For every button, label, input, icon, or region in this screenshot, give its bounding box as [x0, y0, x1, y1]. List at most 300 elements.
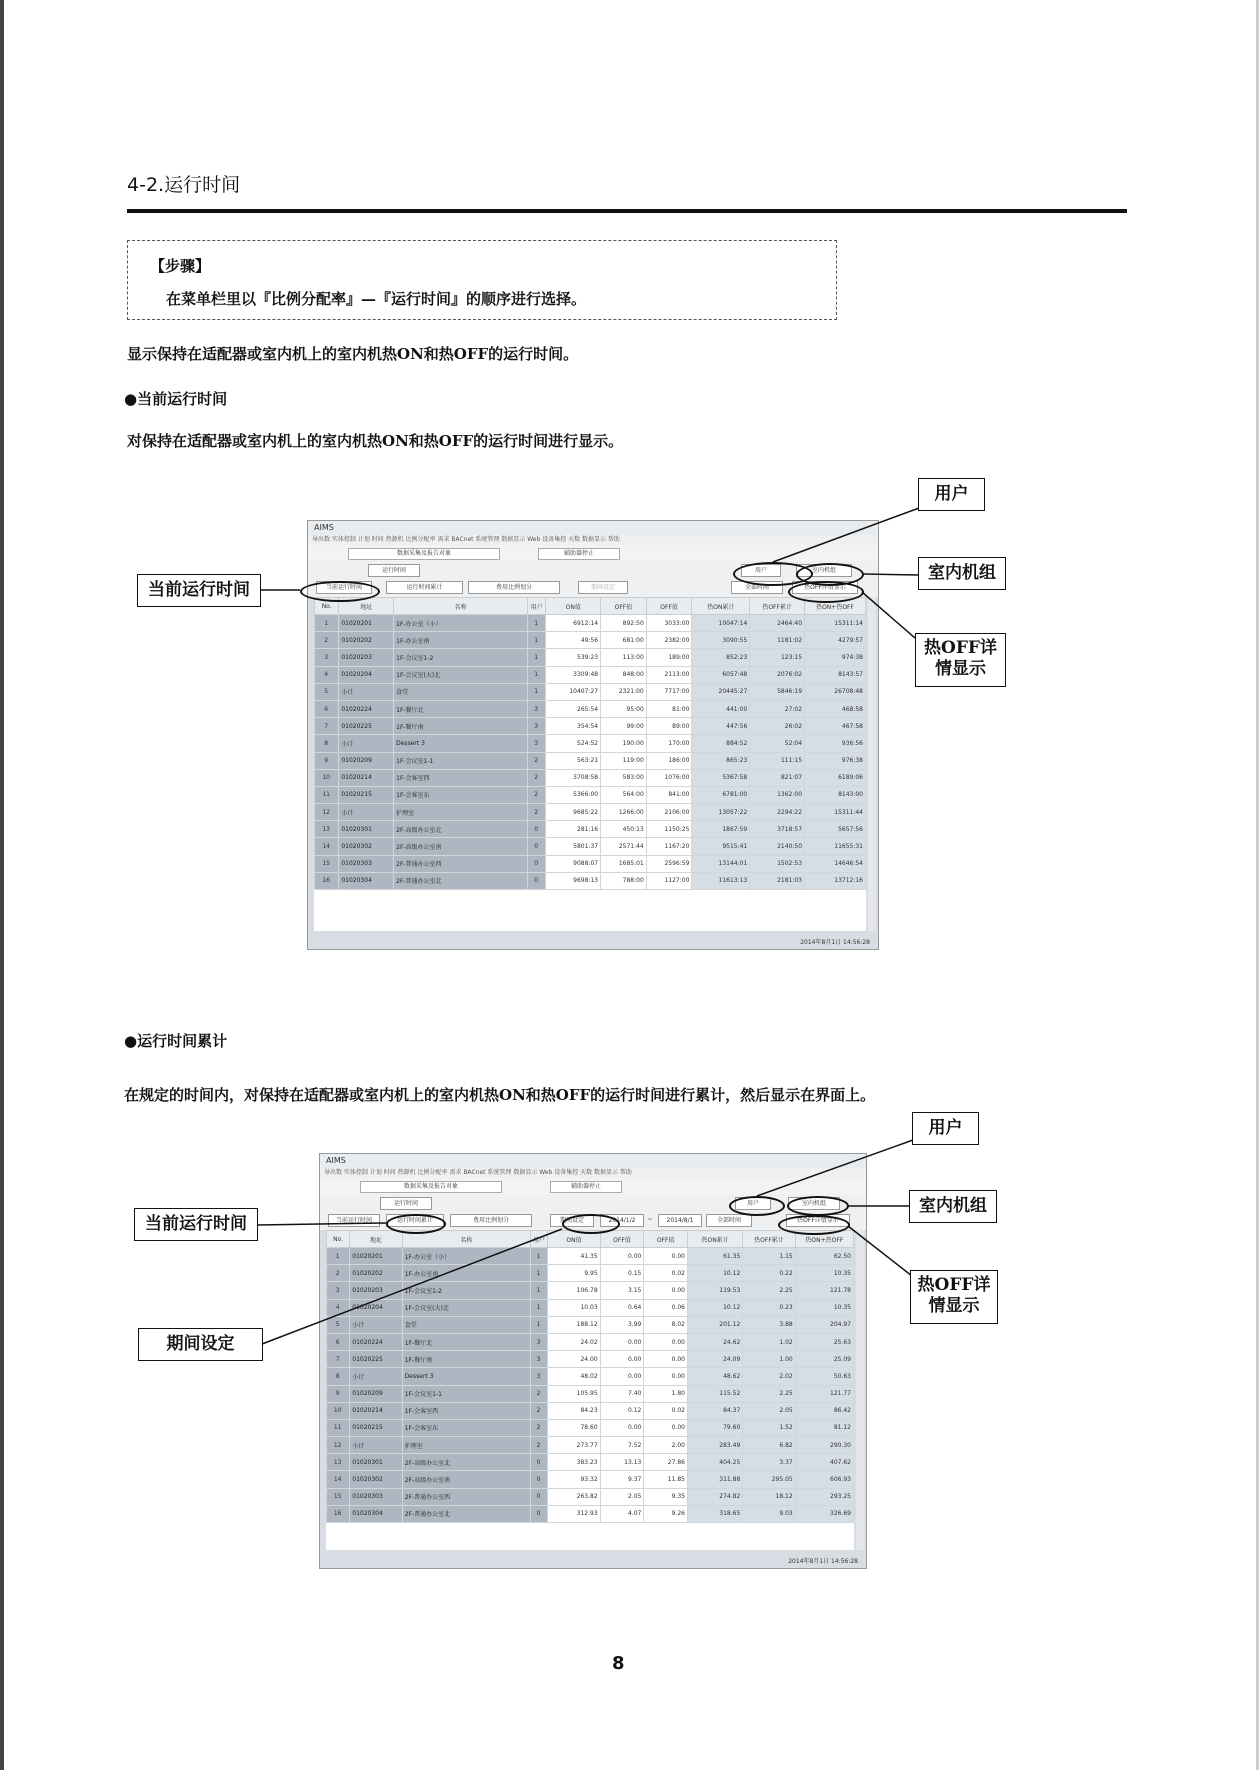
- table-cell: 821:07: [750, 769, 805, 786]
- table-cell: 01020302: [350, 1471, 402, 1488]
- ratio-button[interactable]: 费用比例划分: [468, 581, 560, 594]
- table-cell: 170:00: [646, 735, 692, 752]
- table-cell: 865:23: [692, 752, 750, 769]
- table-cell: 2F-高级办公室北: [402, 1454, 530, 1471]
- callout-heat-off-detail-2: [910, 1270, 998, 1324]
- table-cell: 3033:00: [646, 615, 692, 632]
- table-cell: 383.23: [548, 1454, 600, 1471]
- table-cell: 49:56: [546, 632, 601, 649]
- table-cell: 10407:27: [546, 683, 601, 700]
- table-cell: 274.82: [687, 1488, 742, 1505]
- table-cell: 护理室: [394, 804, 528, 821]
- table-cell: 13: [327, 1454, 350, 1471]
- table-cell: 79.60: [687, 1419, 742, 1436]
- callout-heat-off-detail-1: [915, 633, 1006, 687]
- table-cell: 16: [315, 872, 339, 889]
- detail-button-2[interactable]: 热OFF详情显示: [786, 1214, 850, 1227]
- table-cell: 6: [315, 700, 339, 717]
- table-cell: 2.25: [743, 1282, 795, 1299]
- callout-current-runtime-2: 当前运行时间: [134, 1208, 258, 1241]
- table-cell: 0.12: [600, 1402, 644, 1419]
- table-cell: 01020209: [339, 752, 394, 769]
- intro-text: 显示保持在适配器或室内机上的室内机热ON和热OFF的运行时间。: [127, 345, 579, 363]
- table-cell: 5657:56: [805, 821, 866, 838]
- table-cell: 273.77: [548, 1437, 600, 1454]
- table-cell: 25.63: [795, 1333, 853, 1350]
- table-cell: 5846:19: [750, 683, 805, 700]
- table-cell: 281:16: [546, 821, 601, 838]
- table-cell: 106.78: [548, 1282, 600, 1299]
- table-cell: 86.42: [795, 1402, 853, 1419]
- table-cell: 3.99: [600, 1316, 644, 1333]
- table-cell: 01020204: [350, 1299, 402, 1316]
- table-cell: 41.35: [548, 1248, 600, 1265]
- steps-label: 【步骤】: [150, 257, 211, 275]
- column-header[interactable]: OFF值: [644, 1231, 688, 1248]
- table-cell: 14: [315, 838, 339, 855]
- table-cell: 468:58: [805, 700, 866, 717]
- table-cell: 0.23: [743, 1299, 795, 1316]
- table-cell: 01020301: [339, 821, 394, 838]
- column-header[interactable]: OFF值: [600, 1231, 644, 1248]
- table-cell: 0.00: [644, 1333, 688, 1350]
- table-cell: 14646:54: [805, 855, 866, 872]
- tab-runtime[interactable]: 运行时间: [368, 564, 420, 577]
- table-cell: 4: [327, 1299, 350, 1316]
- table-cell: 01020204: [339, 666, 394, 683]
- table-cell: 3: [528, 700, 546, 717]
- table-cell: 2571:44: [601, 838, 647, 855]
- table-cell: 3.37: [743, 1454, 795, 1471]
- table-cell: 189:00: [646, 649, 692, 666]
- table-cell: 01020224: [339, 700, 394, 717]
- table-cell: 99:00: [601, 718, 647, 735]
- table-cell: 26:02: [750, 718, 805, 735]
- table-cell: 01020302: [339, 838, 394, 855]
- table-cell: 1F-会客室西: [402, 1402, 530, 1419]
- table-cell: 0.00: [600, 1333, 644, 1350]
- table-cell: 9088:07: [546, 855, 601, 872]
- table-cell: 7.40: [600, 1385, 644, 1402]
- table-cell: 0.64: [600, 1299, 644, 1316]
- table-cell: 1F-会客室东: [394, 786, 528, 803]
- table-cell: 7.52: [600, 1437, 644, 1454]
- table-cell: 1F-会议室1-1: [402, 1385, 530, 1402]
- table-cell: 01020214: [350, 1402, 402, 1419]
- table-cell: 9698:13: [546, 872, 601, 889]
- table-cell: 6781:00: [692, 786, 750, 803]
- table-cell: 10.12: [687, 1265, 742, 1282]
- table-cell: 5366:00: [546, 786, 601, 803]
- table-cell: 2294:22: [750, 804, 805, 821]
- table-cell: 407.62: [795, 1454, 853, 1471]
- callout-heat-off-line2-2: 情显示: [928, 1296, 980, 1316]
- table-cell: 3309:48: [546, 666, 601, 683]
- table-cell: 7: [315, 718, 339, 735]
- column-header[interactable]: ON值: [546, 598, 601, 615]
- cumulative-desc: 在规定的时间内，对保持在适配器或室内机上的室内机热ON和热OFF的运行时间进行累计，然后显示在界面上。: [124, 1086, 876, 1104]
- table-cell: 11655:31: [805, 838, 866, 855]
- callout-heat-off-line2: 情显示: [935, 659, 986, 679]
- column-header[interactable]: No.: [315, 598, 339, 615]
- table-cell: 01020201: [339, 615, 394, 632]
- section-title: 4-2.运行时间: [127, 174, 241, 196]
- user-button-2[interactable]: 用户: [735, 1197, 771, 1210]
- table-cell: 1181:02: [750, 632, 805, 649]
- table-cell: 1F-会议室(大)北: [394, 666, 528, 683]
- table-cell: 3: [530, 1368, 547, 1385]
- date-from-field[interactable]: 2014/1/2: [600, 1214, 644, 1227]
- table-cell: 0.00: [600, 1368, 644, 1385]
- table-cell: 4: [315, 666, 339, 683]
- table-cell: 2140:50: [750, 838, 805, 855]
- table-cell: 2.02: [743, 1368, 795, 1385]
- table-cell: 9: [327, 1385, 350, 1402]
- table-cell: 01020209: [350, 1385, 402, 1402]
- table-cell: 1: [528, 666, 546, 683]
- table-cell: 1F-办公室（小）: [394, 615, 528, 632]
- table-cell: 0: [528, 872, 546, 889]
- table-cell: 1F-会客室东: [402, 1419, 530, 1436]
- table-cell: 10047:14: [692, 615, 750, 632]
- table-cell: 27.86: [644, 1454, 688, 1471]
- table-cell: 2596:59: [646, 855, 692, 872]
- table-cell: 食堂: [402, 1316, 530, 1333]
- table-cell: 312.93: [548, 1505, 600, 1522]
- table-cell: 283.49: [687, 1437, 742, 1454]
- table-cell: 81.12: [795, 1419, 853, 1436]
- table-cell: 1867:59: [692, 821, 750, 838]
- column-header[interactable]: 地址: [350, 1231, 402, 1248]
- stop-button-2[interactable]: 辅助器停止: [550, 1181, 622, 1193]
- table-cell: 354:54: [546, 718, 601, 735]
- date-to-field[interactable]: 2014/8/1: [658, 1214, 702, 1227]
- menu-bar[interactable]: 导出数 实体控制 计划 时间 热源机 比例分配率 需求 BACnet 系统管理 数据显示 Web 设备集控 天数 数据显示 帮助: [308, 535, 878, 545]
- callout-user-2: 用户: [912, 1112, 979, 1145]
- table-cell: 3: [528, 735, 546, 752]
- table-cell: 小计: [339, 735, 394, 752]
- table-cell: Dessert 3: [402, 1368, 530, 1385]
- table-cell: 3.15: [600, 1282, 644, 1299]
- table-cell: 13: [315, 821, 339, 838]
- table-cell: 311.88: [687, 1471, 742, 1488]
- table-cell: 01020301: [350, 1454, 402, 1471]
- table-cell: 1167:20: [646, 838, 692, 855]
- table-cell: 11: [315, 786, 339, 803]
- table-cell: 2: [530, 1419, 547, 1436]
- table-cell: 13.13: [600, 1454, 644, 1471]
- table-cell: 20445:27: [692, 683, 750, 700]
- column-header[interactable]: 热ON+热OFF: [795, 1231, 853, 1248]
- table-cell: 1127:00: [646, 872, 692, 889]
- table-cell: 3: [528, 718, 546, 735]
- table-cell: 12: [327, 1437, 350, 1454]
- table-cell: Dessert 3: [394, 735, 528, 752]
- table-cell: 1: [528, 632, 546, 649]
- table-cell: 0.00: [644, 1282, 688, 1299]
- table-cell: 5: [327, 1316, 350, 1333]
- column-header[interactable]: 用户: [530, 1231, 547, 1248]
- table-cell: 295.05: [743, 1471, 795, 1488]
- table-cell: 188.12: [548, 1316, 600, 1333]
- table-cell: 976:38: [805, 752, 866, 769]
- table-cell: 0.15: [600, 1265, 644, 1282]
- table-cell: 3090:55: [692, 632, 750, 649]
- table-cell: 0.00: [644, 1419, 688, 1436]
- table-cell: 2.00: [644, 1437, 688, 1454]
- table-cell: 12: [315, 804, 339, 821]
- steps-text: 在菜单栏里以『比例分配率』—『运行时间』的顺序进行选择。: [166, 290, 587, 308]
- table-cell: 10.03: [548, 1299, 600, 1316]
- table-cell: 01020214: [339, 769, 394, 786]
- table-cell: 6: [327, 1333, 350, 1350]
- column-header[interactable]: 热OFF累计: [743, 1231, 795, 1248]
- table-cell: 1266:00: [601, 804, 647, 821]
- detail-button[interactable]: 热OFF详情显示: [792, 581, 858, 594]
- table-cell: 84.37: [687, 1402, 742, 1419]
- table-cell: 01020215: [339, 786, 394, 803]
- object-list-field-2[interactable]: 数据采集及报告对象: [360, 1181, 502, 1193]
- table-cell: 8: [315, 735, 339, 752]
- group-button-2[interactable]: 室内机组: [788, 1197, 840, 1210]
- table-cell: 2382:00: [646, 632, 692, 649]
- table-cell: 111:15: [750, 752, 805, 769]
- table-cell: 1F-会客室西: [394, 769, 528, 786]
- table-cell: 01020215: [350, 1419, 402, 1436]
- table-cell: 447:56: [692, 718, 750, 735]
- user-button[interactable]: 用户: [741, 564, 781, 577]
- current-runtime-button[interactable]: 当前运行时间: [316, 581, 372, 594]
- table-cell: 113:00: [601, 649, 647, 666]
- table-cell: 0.06: [644, 1299, 688, 1316]
- table-cell: 564:00: [601, 786, 647, 803]
- table-cell: 7717:00: [646, 683, 692, 700]
- object-list-field[interactable]: 数据采集及报告对象: [348, 548, 500, 560]
- window-title: AIMS: [308, 521, 878, 535]
- table-cell: 10.35: [795, 1265, 853, 1282]
- table-cell: 606.93: [795, 1471, 853, 1488]
- table-cell: 48.62: [687, 1368, 742, 1385]
- table-cell: 01020203: [350, 1282, 402, 1299]
- menu-bar-2[interactable]: 导出数 实体控制 计划 时间 热源机 比例分配率 需求 BACnet 系统管理 数据显示 Web 设备集控 天数 数据显示 帮助: [320, 1168, 866, 1178]
- table-cell: 2321:00: [601, 683, 647, 700]
- table-cell: 2: [327, 1265, 350, 1282]
- table-cell: 1: [528, 649, 546, 666]
- table-cell: 1F-会议室1-2: [394, 649, 528, 666]
- table-cell: 186:00: [646, 752, 692, 769]
- table-cell: 1F-会议室(大)北: [402, 1299, 530, 1316]
- cumulative-button[interactable]: 运行时间累计: [386, 581, 463, 594]
- column-header[interactable]: 用户: [528, 598, 546, 615]
- table-cell: 27:02: [750, 700, 805, 717]
- table-cell: 1F-餐厅北: [402, 1333, 530, 1350]
- table-cell: 16: [327, 1505, 350, 1522]
- table-cell: 5367:58: [692, 769, 750, 786]
- table-cell: 0.00: [600, 1351, 644, 1368]
- callout-period-setting: 期间设定: [138, 1328, 263, 1361]
- table-cell: 0.02: [644, 1265, 688, 1282]
- time-select[interactable]: 全部时间: [731, 581, 783, 594]
- table-cell: 2: [528, 769, 546, 786]
- table-cell: 01020304: [339, 872, 394, 889]
- table-cell: 1502:53: [750, 855, 805, 872]
- table-cell: 1150:25: [646, 821, 692, 838]
- table-cell: 95:00: [601, 700, 647, 717]
- table-cell: 2076:02: [750, 666, 805, 683]
- column-header[interactable]: 名称: [394, 598, 528, 615]
- table-cell: 01020225: [350, 1351, 402, 1368]
- table-cell: 2F-高级办公室南: [394, 838, 528, 855]
- current-desc: 对保持在适配器或室内机上的室内机热ON和热OFF的运行时间进行显示。: [127, 432, 624, 450]
- table-cell: 01020303: [350, 1488, 402, 1505]
- table-cell: 9.35: [644, 1488, 688, 1505]
- table-cell: 524:52: [546, 735, 601, 752]
- ratio-button-2[interactable]: 费用比例划分: [450, 1214, 532, 1227]
- table-cell: 2F-普通办公室西: [402, 1488, 530, 1505]
- table-cell: 293.25: [795, 1488, 853, 1505]
- table-cell: 0: [528, 838, 546, 855]
- table-cell: 26708:48: [805, 683, 866, 700]
- cumulative-button-2[interactable]: 运行时间累计: [386, 1214, 444, 1227]
- status-timestamp-2: 2014年8月1日 14:56:28: [788, 1558, 858, 1565]
- table-cell: 852:23: [692, 649, 750, 666]
- table-cell: 4279:57: [805, 632, 866, 649]
- stop-button[interactable]: 辅助器停止: [538, 548, 620, 560]
- table-cell: 1F-办公室（小）: [402, 1248, 530, 1265]
- table-cell: 1076:00: [646, 769, 692, 786]
- table-cell: 11613:13: [692, 872, 750, 889]
- table-cell: 2: [530, 1402, 547, 1419]
- table-cell: 0: [528, 855, 546, 872]
- tab-runtime-2[interactable]: 运行时间: [380, 1197, 432, 1210]
- table-cell: 护理室: [402, 1437, 530, 1454]
- table-cell: 1F-餐厅南: [402, 1351, 530, 1368]
- table-cell: 小计: [350, 1437, 402, 1454]
- table-cell: 01020203: [339, 649, 394, 666]
- table-cell: 326.69: [795, 1505, 853, 1522]
- table-cell: 93.32: [548, 1471, 600, 1488]
- table-cell: 0.02: [644, 1402, 688, 1419]
- column-header[interactable]: OFF值: [646, 598, 692, 615]
- group-button[interactable]: 室内机组: [796, 564, 852, 577]
- table-cell: 563:21: [546, 752, 601, 769]
- period-button[interactable]: 期间设定: [578, 581, 628, 594]
- table-cell: 8143:00: [805, 786, 866, 803]
- table-cell: 1F-办公室南: [394, 632, 528, 649]
- table-cell: 539:23: [546, 649, 601, 666]
- table-cell: 78.60: [548, 1419, 600, 1436]
- table-cell: 5801:37: [546, 838, 601, 855]
- table-cell: 848:00: [601, 666, 647, 683]
- column-header[interactable]: 地址: [339, 598, 394, 615]
- table-cell: 11: [327, 1419, 350, 1436]
- table-cell: 467:58: [805, 718, 866, 735]
- status-timestamp: 2014年8月1日 14:56:28: [800, 939, 870, 946]
- table-cell: 2: [530, 1437, 547, 1454]
- table-cell: 10: [315, 769, 339, 786]
- table-cell: 0: [530, 1505, 547, 1522]
- table-cell: 10.35: [795, 1299, 853, 1316]
- table-cell: 0: [530, 1454, 547, 1471]
- table-cell: 1F-餐厅北: [394, 700, 528, 717]
- table-cell: 13712:16: [805, 872, 866, 889]
- table-cell: 小计: [350, 1316, 402, 1333]
- table-cell: 6189:06: [805, 769, 866, 786]
- table-cell: 441:00: [692, 700, 750, 717]
- table-cell: 265:54: [546, 700, 601, 717]
- table-cell: 121.77: [795, 1385, 853, 1402]
- callout-current-runtime-1: 当前运行时间: [137, 574, 261, 607]
- table-cell: 404.25: [687, 1454, 742, 1471]
- table-cell: 小计: [339, 804, 394, 821]
- table-cell: 1: [315, 615, 339, 632]
- table-cell: 1: [528, 615, 546, 632]
- table-cell: 9.37: [600, 1471, 644, 1488]
- table-cell: 0: [530, 1471, 547, 1488]
- table-cell: 1F-餐厅南: [394, 718, 528, 735]
- column-header[interactable]: 热OFF累计: [750, 598, 805, 615]
- column-header[interactable]: 热ON累计: [692, 598, 750, 615]
- table-cell: 0.00: [644, 1248, 688, 1265]
- current-runtime-button-2[interactable]: 当前运行时间: [328, 1214, 380, 1227]
- table-cell: 190:00: [601, 735, 647, 752]
- table-cell: 841:00: [646, 786, 692, 803]
- table-cell: 8: [327, 1368, 350, 1385]
- table-cell: 204.97: [795, 1316, 853, 1333]
- column-header[interactable]: ON值: [548, 1231, 600, 1248]
- table-cell: 583:00: [601, 769, 647, 786]
- table-cell: 2: [528, 804, 546, 821]
- table-cell: 892:50: [601, 615, 647, 632]
- table-cell: 1F-会议室1-1: [394, 752, 528, 769]
- table-cell: 48.02: [548, 1368, 600, 1385]
- table-cell: 121.78: [795, 1282, 853, 1299]
- callout-indoor-group-1: 室内机组: [918, 557, 1006, 590]
- column-header[interactable]: 热ON累计: [687, 1231, 742, 1248]
- column-header[interactable]: OFF值: [601, 598, 647, 615]
- table-cell: 10: [327, 1402, 350, 1419]
- column-header[interactable]: 热ON+热OFF: [805, 598, 866, 615]
- column-header[interactable]: 名称: [402, 1231, 530, 1248]
- table-cell: 2: [528, 786, 546, 803]
- time-select-2[interactable]: 全部时间: [706, 1214, 752, 1227]
- period-button-2[interactable]: 期间设定: [550, 1214, 594, 1227]
- table-cell: 9: [315, 752, 339, 769]
- table-cell: 01020202: [350, 1265, 402, 1282]
- table-cell: 13144:01: [692, 855, 750, 872]
- table-cell: 0.00: [600, 1248, 644, 1265]
- table-cell: 1685:01: [601, 855, 647, 872]
- table-cell: 6912:14: [546, 615, 601, 632]
- table-cell: 11.85: [644, 1471, 688, 1488]
- table-cell: 2F-高级办公室南: [402, 1471, 530, 1488]
- table-cell: 52:04: [750, 735, 805, 752]
- table-cell: 01020303: [339, 855, 394, 872]
- table-cell: 0: [530, 1488, 547, 1505]
- table-cell: 14: [327, 1471, 350, 1488]
- table-cell: 6057:48: [692, 666, 750, 683]
- table-cell: 50.63: [795, 1368, 853, 1385]
- table-cell: 9.26: [644, 1505, 688, 1522]
- table-cell: 9685:22: [546, 804, 601, 821]
- window-title-2: AIMS: [320, 1154, 866, 1168]
- table-cell: 8.02: [644, 1316, 688, 1333]
- table-cell: 2.05: [743, 1402, 795, 1419]
- table-cell: 2181:03: [750, 872, 805, 889]
- table-cell: 2113:00: [646, 666, 692, 683]
- column-header[interactable]: No.: [327, 1231, 350, 1248]
- table-cell: 2: [530, 1385, 547, 1402]
